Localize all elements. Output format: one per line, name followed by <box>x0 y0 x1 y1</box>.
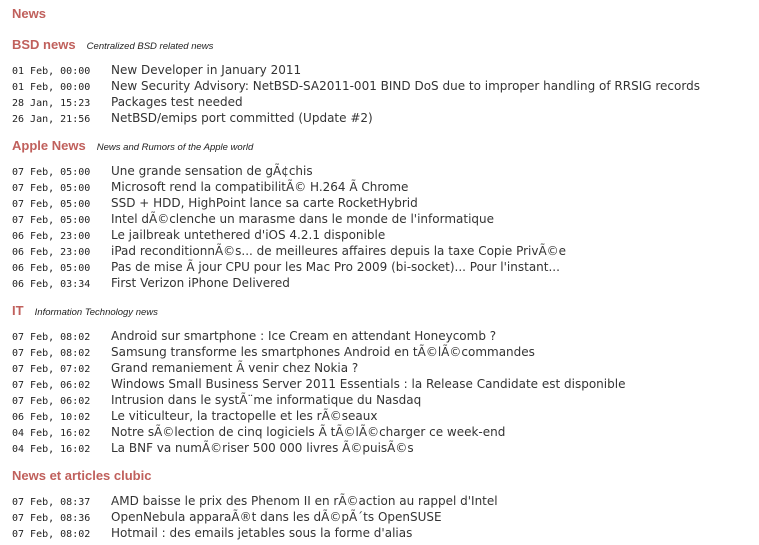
news-date: 06 Feb, 03:34 <box>12 279 91 290</box>
news-link[interactable]: Hotmail : des emails jetables sous la forme d'alias <box>111 526 413 540</box>
news-item <box>12 179 752 195</box>
news-date: 07 Feb, 05:00 <box>12 199 91 210</box>
news-item <box>12 392 752 408</box>
section-header <box>12 302 752 318</box>
section-title[interactable]: Apple News <box>12 138 86 153</box>
news-item <box>12 376 752 392</box>
section-bsd-news <box>12 36 752 125</box>
section-apple-news <box>12 137 752 290</box>
news-link[interactable]: Packages test needed <box>111 95 243 109</box>
news-item <box>12 243 752 259</box>
news-item <box>12 525 752 541</box>
news-date: 04 Feb, 16:02 <box>12 428 91 439</box>
news-item <box>12 493 752 509</box>
news-link[interactable]: Samsung transforme les smartphones Android en tÃ©lÃ©commandes <box>111 345 535 359</box>
news-date: 01 Feb, 00:00 <box>12 82 91 93</box>
news-date: 07 Feb, 08:37 <box>12 497 91 508</box>
news-item <box>12 509 752 525</box>
news-date: 01 Feb, 00:00 <box>12 66 91 77</box>
section-title[interactable]: IT <box>12 303 24 318</box>
news-item <box>12 62 752 78</box>
news-list <box>12 328 752 456</box>
news-item <box>12 78 752 94</box>
news-date: 07 Feb, 08:02 <box>12 348 91 359</box>
news-link[interactable]: La BNF va numÃ©riser 500 000 livres Ã©puisÃ©s <box>111 441 414 455</box>
news-item <box>12 408 752 424</box>
news-item <box>12 424 752 440</box>
section-subtitle: Information Technology news <box>34 307 158 318</box>
news-item <box>12 227 752 243</box>
news-item <box>12 259 752 275</box>
news-link[interactable]: Android sur smartphone : Ice Cream en attendant Honeycomb ? <box>111 329 497 343</box>
news-date: 06 Feb, 23:00 <box>12 231 91 242</box>
section-header <box>12 467 752 483</box>
news-link[interactable]: SSD + HDD, HighPoint lance sa carte RocketHybrid <box>111 196 418 210</box>
news-link[interactable]: Windows Small Business Server 2011 Essentials : la Release Candidate est disponible <box>111 377 626 391</box>
news-item <box>12 94 752 110</box>
news-item <box>12 360 752 376</box>
news-link[interactable]: Intrusion dans le systÃ¨me informatique du Nasdaq <box>111 393 422 407</box>
news-link[interactable]: First Verizon iPhone Delivered <box>111 276 290 290</box>
news-item <box>12 344 752 360</box>
page-title: News <box>12 6 46 21</box>
section-title[interactable]: News et articles clubic <box>12 468 152 483</box>
news-date: 07 Feb, 05:00 <box>12 167 91 178</box>
news-item <box>12 163 752 179</box>
news-date: 26 Jan, 21:56 <box>12 114 91 125</box>
news-date: 28 Jan, 15:23 <box>12 98 91 109</box>
news-list <box>12 163 752 291</box>
news-item <box>12 275 752 291</box>
news-item <box>12 110 752 126</box>
news-item <box>12 211 752 227</box>
news-date: 07 Feb, 08:02 <box>12 529 91 540</box>
news-item <box>12 328 752 344</box>
news-date: 06 Feb, 05:00 <box>12 263 91 274</box>
news-date: 07 Feb, 08:36 <box>12 513 91 524</box>
news-item <box>12 195 752 211</box>
news-list <box>12 493 752 541</box>
news-link[interactable]: Le jailbreak untethered d'iOS 4.2.1 disponible <box>111 228 386 242</box>
news-link[interactable]: Notre sÃ©lection de cinq logiciels Ã tÃ©lÃ©charger ce week-end <box>111 425 506 439</box>
news-link[interactable]: Grand remaniement Ã venir chez Nokia ? <box>111 361 359 375</box>
news-date: 07 Feb, 05:00 <box>12 215 91 226</box>
news-date: 07 Feb, 06:02 <box>12 380 91 391</box>
news-link[interactable]: iPad reconditionnÃ©s... de meilleures affaires depuis la taxe Copie PrivÃ©e <box>111 244 567 258</box>
news-link[interactable]: OpenNebula apparaÃ®t dans les dÃ©pÃ´ts OpenSUSE <box>111 510 442 524</box>
news-item <box>12 440 752 456</box>
news-link[interactable]: Intel dÃ©clenche un marasme dans le monde de l'informatique <box>111 212 495 226</box>
news-list <box>12 62 752 126</box>
section-clubic <box>12 467 752 540</box>
news-link[interactable]: New Security Advisory: NetBSD-SA2011-001 BIND DoS due to improper handling of RRSIG records <box>111 79 700 93</box>
news-date: 06 Feb, 23:00 <box>12 247 91 258</box>
section-title[interactable]: BSD news <box>12 37 76 52</box>
news-link[interactable]: New Developer in January 2011 <box>111 63 302 77</box>
news-date: 07 Feb, 05:00 <box>12 183 91 194</box>
news-date: 07 Feb, 06:02 <box>12 396 91 407</box>
news-link[interactable]: NetBSD/emips port committed (Update #2) <box>111 111 373 125</box>
news-link[interactable]: Microsoft rend la compatibilitÃ© H.264 Ã Chrome <box>111 180 409 194</box>
news-link[interactable]: Le viticulteur, la tractopelle et les rÃ©seaux <box>111 409 378 423</box>
section-subtitle: Centralized BSD related news <box>86 41 214 52</box>
news-date: 07 Feb, 08:02 <box>12 332 91 343</box>
section-header <box>12 137 752 153</box>
section-header <box>12 36 752 52</box>
news-date: 06 Feb, 10:02 <box>12 412 91 423</box>
news-link[interactable]: Une grande sensation de gÃ¢chis <box>111 164 313 178</box>
section-subtitle: News and Rumors of the Apple world <box>96 142 254 153</box>
news-link[interactable]: AMD baisse le prix des Phenom II en rÃ©action au rappel d'Intel <box>111 494 498 508</box>
news-date: 07 Feb, 07:02 <box>12 364 91 375</box>
section-it <box>12 302 752 455</box>
news-date: 04 Feb, 16:02 <box>12 444 91 455</box>
news-link[interactable]: Pas de mise Ã jour CPU pour les Mac Pro 2009 (bi-socket)... Pour l'instant... <box>111 260 560 274</box>
